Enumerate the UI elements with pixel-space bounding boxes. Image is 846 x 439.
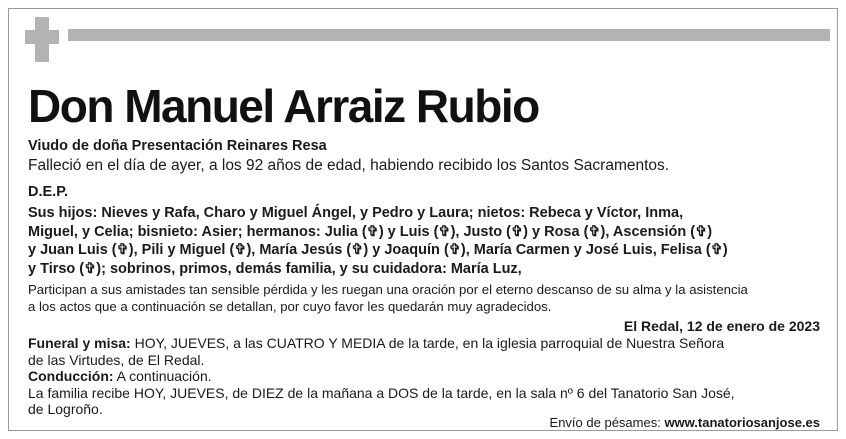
participation-text [28,281,748,315]
reception-line: La familia recibe HOY, JUEVES, de DIEZ de la mañana a DOS de la tarde, en la sala nº 6 del Tanatorio San José, [28,384,735,401]
family-list [28,204,828,278]
death-line: Falleció en el día de ayer, a los 92 años de edad, habiendo recibido los Santos Sacramentos. [28,157,670,174]
place-date: El Redal, 12 de enero de 2023 [623,318,820,334]
dep-label: D.E.P. [28,184,69,200]
condolence-line [550,415,820,431]
conduction-text: A continuación. [113,368,212,384]
condolence-link[interactable]: www.tanatoriosanjose.es [664,415,820,430]
family-line: Miguel, y Celia; bisnieto: Asier; hermanos: Julia (✞) y Luis (✞), Justo (✞) y Rosa (✞), Ascensión (✞) [28,223,713,240]
funeral-label: Funeral y misa: [28,335,131,351]
family-line: y Juan Luis (✞), Pili y Miguel (✞), María Jesús (✞) y Joaquín (✞), María Carmen y José Luis, Felisa (✞) [28,242,728,258]
conduction-line [28,368,735,385]
header-rule [68,29,830,41]
condolence-label: Envío de pésames: [549,415,665,430]
conduction-label: Conducción: [28,368,114,384]
cross-icon-bar [25,30,59,44]
funeral-line-2: de las Virtudes, de El Redal. [28,351,205,368]
widow-line: Viudo de doña Presentación Reinares Resa [28,138,327,154]
participation-line: Participan a sus amistades tan sensible pérdida y les ruegan una oración por el eterno descanso de su alma y la asistencia [28,282,748,297]
funeral-text: HOY, JUEVES, a las CUATRO Y MEDIA de la tarde, en la iglesia parroquial de Nuestra Señora [130,335,725,351]
deceased-name: Don Manuel Arraiz Rubio [28,80,539,132]
family-line: Sus hijos: Nieves y Rafa, Charo y Miguel Ángel, y Pedro y Laura; nietos: Rebeca y Víctor, Inma, [28,205,684,221]
reception-line-2: de Logroño. [28,401,103,417]
ceremony-details [28,335,735,418]
funeral-line [28,335,735,352]
participation-line: a los actos que a continuación se detallan, por cuyo favor les quedarán muy agradecidos. [28,299,552,314]
family-line: y Tirso (✞); sobrinos, primos, demás familia, y su cuidadora: María Luz, [28,260,522,277]
